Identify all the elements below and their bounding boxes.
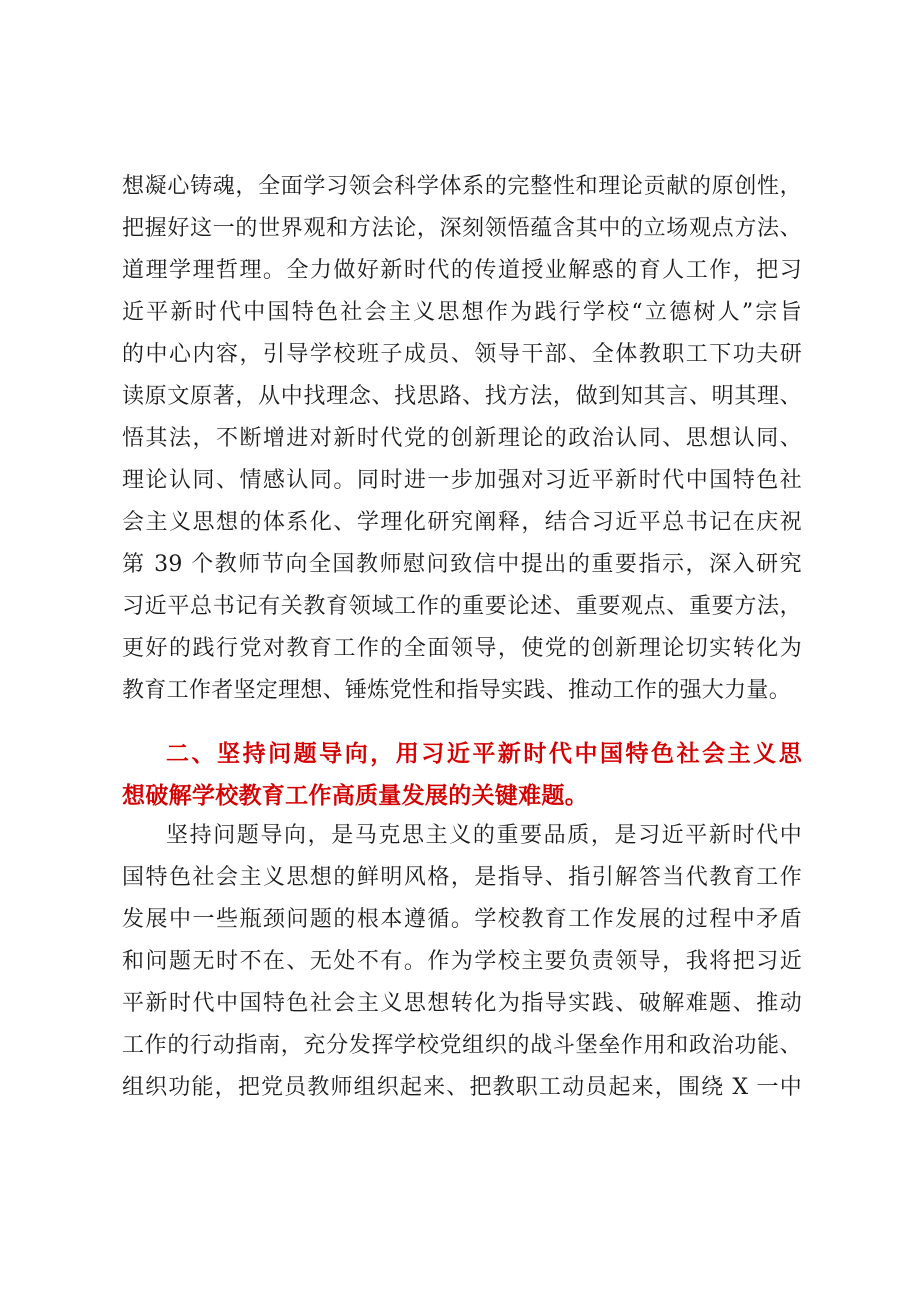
paragraph-line: 发展中一些瓶颈问题的根本遵循。学校教育工作发展的过程中矛盾 (122, 907, 802, 932)
paragraph-line: 会主义思想的体系化、学理化研究阐释，结合习近平总书记在庆祝 (122, 510, 802, 535)
paragraph-line: 理论认同、情感认同。同时进一步加强对习近平新时代中国特色社 (122, 468, 802, 493)
paragraph-line: 教育工作者坚定理想、锤炼党性和指导实践、推动工作的强大力量。 (122, 678, 792, 703)
section-heading (122, 733, 802, 817)
paragraph-2 (122, 815, 802, 1109)
paragraph-line: 的中心内容，引导学校班子成员、领导干部、全体教职工下功夫研 (122, 342, 802, 367)
paragraph-line: 平新时代中国特色社会主义思想转化为指导实践、破解难题、推动 (122, 991, 802, 1016)
heading-line: 想破解学校教育工作高质量发展的关键难题。 (122, 783, 588, 809)
paragraph-line: 坚持问题导向，是马克思主义的重要品质，是习近平新时代中 (166, 823, 802, 848)
paragraph-1 (122, 166, 802, 712)
paragraph-line: 工作的行动指南，充分发挥学校党组织的战斗堡垒作用和政治功能、 (122, 1033, 802, 1058)
paragraph-line: 国特色社会主义思想的鲜明风格，是指导、指引解答当代教育工作 (122, 865, 802, 890)
paragraph-line: 组织功能，把党员教师组织起来、把教职工动员起来，围绕 X 一中 (122, 1075, 802, 1100)
paragraph-line: 更好的践行党对教育工作的全面领导，使党的创新理论切实转化为 (122, 636, 802, 661)
paragraph-line: 读原文原著，从中找理念、找思路、找方法，做到知其言、明其理、 (122, 384, 802, 409)
paragraph-line: 想凝心铸魂，全面学习领会科学体系的完整性和理论贡献的原创性， (122, 174, 802, 199)
paragraph-line: 道理学理哲理。全力做好新时代的传道授业解惑的育人工作，把习 (122, 258, 802, 283)
paragraph-line: 把握好这一的世界观和方法论，深刻领悟蕴含其中的立场观点方法、 (122, 216, 802, 241)
paragraph-line: 悟其法，不断增进对新时代党的创新理论的政治认同、思想认同、 (122, 426, 802, 451)
heading-line: 二、坚持问题导向，用习近平新时代中国特色社会主义思 (166, 741, 802, 767)
paragraph-line: 近平新时代中国特色社会主义思想作为践行学校“立德树人”宗旨 (122, 300, 802, 325)
paragraph-line: 和问题无时不在、无处不有。作为学校主要负责领导，我将把习近 (122, 949, 802, 974)
paragraph-line: 习近平总书记有关教育领域工作的重要论述、重要观点、重要方法， (122, 594, 802, 619)
paragraph-line: 第 39 个教师节向全国教师慰问致信中提出的重要指示，深入研究 (122, 552, 802, 577)
